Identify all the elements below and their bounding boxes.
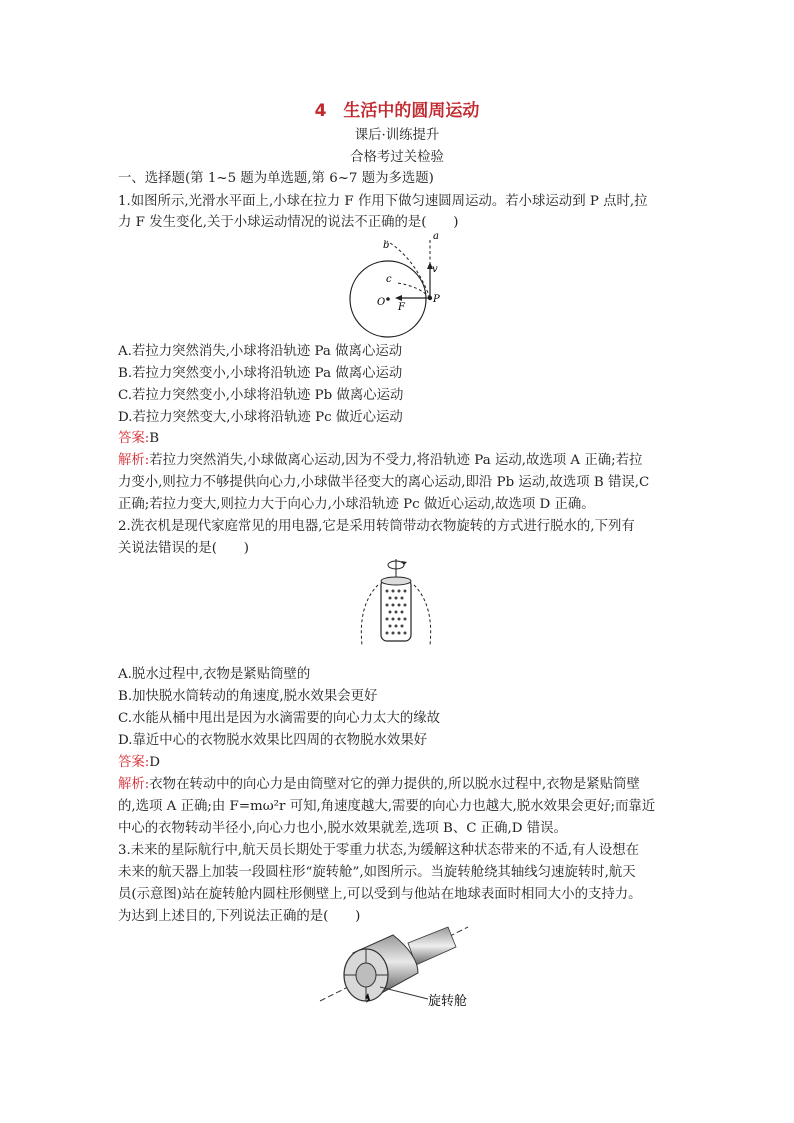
q2-analysis-line3: 中心的衣物转动半径小,向心力也小,脱水效果就差,选项 B、C 正确,D 错误。 [118, 821, 567, 836]
center-dot [386, 297, 390, 301]
q1-answer-value: B [149, 431, 160, 446]
q2-option-c: C.水能从桶中甩出是因为水滴需要的向心力太大的缘故 [118, 711, 441, 726]
force-arrowhead [395, 295, 402, 301]
q3-stem-line3: 员(示意图)站在旋转舱内圆柱形侧壁上,可以受到与他站在地球表面时相同大小的支持力。 [118, 887, 642, 902]
q3-stem-line2: 未来的航天器上加装一段圆柱形“旋转舱”,如图所示。当旋转舱绕其轴线匀速旋转时,航天 [118, 865, 636, 880]
cabin-hub [356, 963, 376, 987]
q2-option-a: A.脱水过程中,衣物是紧贴筒壁的 [118, 667, 311, 682]
q1-stem-line1: 1.如图所示,光滑水平面上,小球在拉力 F 作用下做匀速圆周运动。若小球运动到 P 点时,拉 [118, 194, 648, 209]
q1-option-a: A.若拉力突然消失,小球将沿轨迹 Pa 做离心运动 [118, 344, 403, 359]
subtitle-practice: 课后·训练提升 [354, 128, 440, 143]
q1-stem-line2: 力 F 发生变化,关于小球运动情况的说法不正确的是( ) [118, 215, 459, 230]
q3-stem-line4: 为达到上述目的,下列说法正确的是( ) [118, 909, 361, 924]
q1-option-c: C.若拉力突然变小,小球将沿轨迹 Pb 做离心运动 [118, 388, 404, 403]
q1-analysis-line2: 力变小,则拉力不够提供向心力,小球做半径变大的离心运动,即沿 Pb 运动,故选项 B 错误,C [118, 475, 650, 490]
q2-option-d: D.靠近中心的衣物脱水效果比四周的衣物脱水效果好 [118, 733, 428, 748]
label-b: b [383, 240, 390, 251]
q2-answer-value: D [149, 755, 161, 770]
q1-circle-figure [345, 228, 455, 340]
q3-rotating-cabin-figure [318, 925, 478, 1017]
label-a: a [433, 231, 439, 242]
subtitle-level: 合格考过关检验 [350, 150, 444, 165]
label-p: P [433, 294, 440, 305]
q2-option-b: B.加快脱水筒转动的角速度,脱水效果会更好 [118, 689, 378, 704]
q1-answer-label: 答案: [118, 431, 150, 446]
q3-stem-line1: 3.未来的星际航行中,航天员长期处于零重力状态,为缓解这种状态带来的不适,有人设想在 [118, 843, 639, 858]
page-title: 4 生活中的圆周运动 [314, 101, 480, 121]
q2-analysis-text1: 衣物在转动中的向心力是由筒壁对它的弹力提供的,所以脱水过程中,衣物是紧贴筒壁 [149, 777, 640, 792]
ball-p [428, 296, 432, 300]
label-f: F [398, 302, 405, 313]
label-v: v [432, 264, 438, 275]
section-heading: 一、选择题(第 1~5 题为单选题,第 6~7 题为多选题) [118, 171, 434, 186]
q1-analysis-label: 解析: [118, 453, 150, 468]
q2-dryer-figure [356, 555, 438, 655]
q1-option-d: D.若拉力突然变大,小球将沿轨迹 Pc 做近心运动 [118, 410, 403, 425]
q2-analysis-label: 解析: [118, 777, 150, 792]
q1-analysis-text1: 若拉力突然消失,小球做离心运动,因为不受力,将沿轨迹 Pa 运动,故选项 A 正确;若拉 [149, 453, 643, 468]
q1-option-b: B.若拉力突然变小,小球将沿轨迹 Pa 做离心运动 [118, 366, 403, 381]
q2-answer-label: 答案: [118, 755, 150, 770]
label-leader-line [380, 987, 428, 999]
q2-stem-line2: 关说法错误的是( ) [118, 541, 249, 556]
q1-answer [118, 428, 159, 449]
drum-body [381, 579, 411, 641]
q1-analysis-line1 [118, 450, 642, 471]
q2-stem-line1: 2.洗衣机是现代家庭常见的用电器,它是采用转筒带动衣物旋转的方式进行脱水的,下列有 [118, 519, 635, 534]
label-c: c [386, 274, 392, 285]
q2-answer [118, 752, 160, 773]
path-pb [387, 241, 430, 298]
q2-analysis-line1 [118, 774, 640, 795]
shaft [408, 927, 456, 965]
label-o: O [377, 297, 386, 308]
q1-analysis-line3: 正确;若拉力变大,则拉力大于向心力,小球沿轨迹 Pc 做近心运动,故选项 D 正确。 [118, 497, 595, 512]
q3-figure-label: 旋转舱 [428, 994, 468, 1009]
q2-analysis-line2: 的,选项 A 正确;由 F=mω²r 可知,角速度越大,需要的向心力也越大,脱水效果会更好;而靠近 [118, 799, 656, 814]
